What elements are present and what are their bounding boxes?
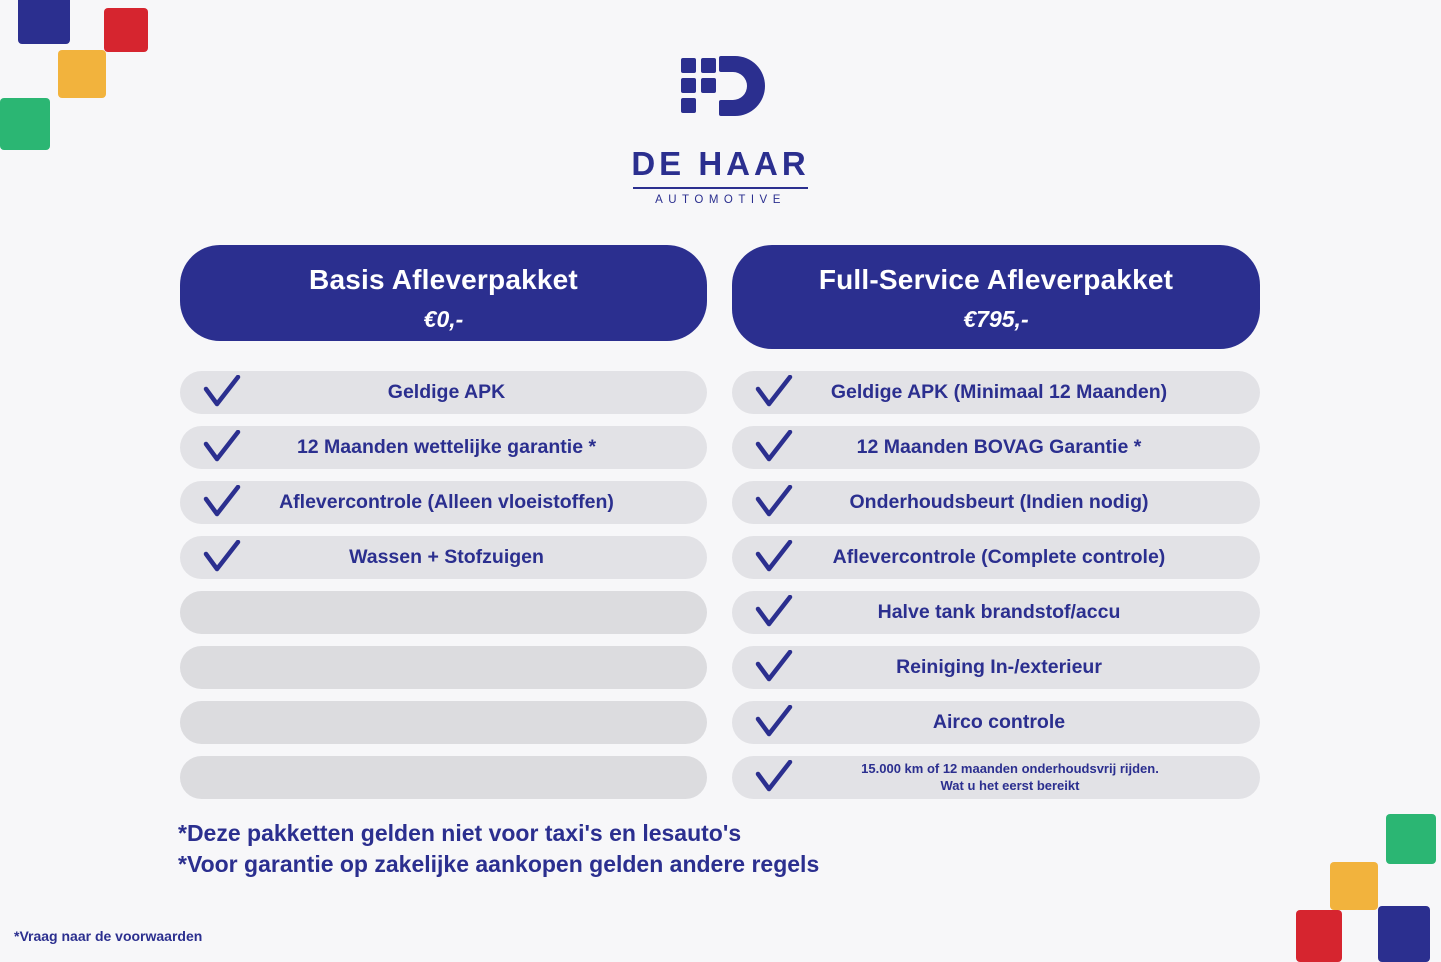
package-price: €0,- — [423, 306, 464, 333]
deco-square-blue — [1378, 906, 1430, 962]
checkmark-icon — [754, 595, 794, 631]
feature-label: 12 Maanden wettelijke garantie * — [296, 435, 597, 458]
footnotes — [178, 818, 819, 880]
feature-row-empty — [180, 701, 707, 744]
feature-row — [180, 536, 707, 579]
brand-logo — [0, 52, 1441, 206]
feature-label: Onderhoudsbeurt (Indien nodig) — [849, 490, 1149, 513]
feature-row — [732, 646, 1260, 689]
feature-label: Aflevercontrole (Alleen vloeistoffen) — [279, 490, 614, 513]
feature-row — [732, 426, 1260, 469]
package-column-basis — [180, 245, 707, 811]
package-column-full-service — [732, 245, 1260, 811]
deco-square-green — [1386, 814, 1436, 864]
checkmark-icon — [202, 485, 242, 521]
brand-divider — [633, 187, 808, 189]
checkmark-icon — [202, 540, 242, 576]
feature-row — [180, 426, 707, 469]
feature-row — [732, 701, 1260, 744]
brand-tagline: AUTOMOTIVE — [655, 194, 786, 206]
feature-row — [732, 756, 1260, 799]
feature-label: 12 Maanden BOVAG Garantie * — [856, 435, 1142, 458]
feature-label: Reiniging In-/exterieur — [896, 655, 1102, 678]
feature-row-empty — [180, 591, 707, 634]
checkmark-icon — [202, 430, 242, 466]
package-price: €795,- — [963, 306, 1029, 333]
feature-label: Aflevercontrole (Complete controle) — [832, 545, 1166, 568]
feature-row-empty — [180, 756, 707, 799]
de-haar-monogram-icon — [673, 52, 769, 126]
package-feature-list-basis — [180, 371, 707, 799]
package-title: Basis Afleverpakket — [309, 264, 578, 295]
checkmark-icon — [754, 430, 794, 466]
deco-square-red — [104, 8, 148, 52]
checkmark-icon — [754, 375, 794, 411]
feature-row-empty — [180, 646, 707, 689]
deco-square-blue — [18, 0, 70, 44]
feature-label: Airco controle — [932, 710, 1066, 733]
footnote-line: *Voor garantie op zakelijke aankopen gelden andere regels — [178, 851, 820, 878]
feature-row — [180, 371, 707, 414]
feature-label: Geldige APK (Minimaal 12 Maanden) — [830, 380, 1168, 403]
feature-row — [180, 481, 707, 524]
feature-row — [732, 371, 1260, 414]
checkmark-icon — [754, 540, 794, 576]
checkmark-icon — [754, 485, 794, 521]
deco-square-red — [1296, 910, 1342, 962]
feature-label: Halve tank brandstof/accu — [877, 600, 1121, 623]
checkmark-icon — [754, 650, 794, 686]
checkmark-icon — [754, 705, 794, 741]
bottom-note: *Vraag naar de voorwaarden — [14, 928, 203, 944]
deco-square-yellow — [1330, 862, 1378, 910]
brand-name: DE HAAR — [631, 145, 810, 182]
package-feature-list-full-service — [732, 371, 1260, 799]
package-header-basis — [180, 245, 707, 341]
feature-label: Geldige APK — [387, 380, 506, 403]
checkmark-icon — [202, 375, 242, 411]
feature-label: 15.000 km of 12 maanden onderhoudsvrij rijden. Wat u het eerst bereikt — [861, 761, 1159, 793]
package-header-full-service — [732, 245, 1260, 349]
feature-row — [732, 591, 1260, 634]
footnote-line: *Deze pakketten gelden niet voor taxi's en lesauto's — [178, 820, 742, 846]
feature-row — [732, 481, 1260, 524]
feature-label: Wassen + Stofzuigen — [349, 545, 544, 568]
package-title: Full-Service Afleverpakket — [818, 264, 1174, 295]
feature-row — [732, 536, 1260, 579]
checkmark-icon — [754, 760, 794, 796]
